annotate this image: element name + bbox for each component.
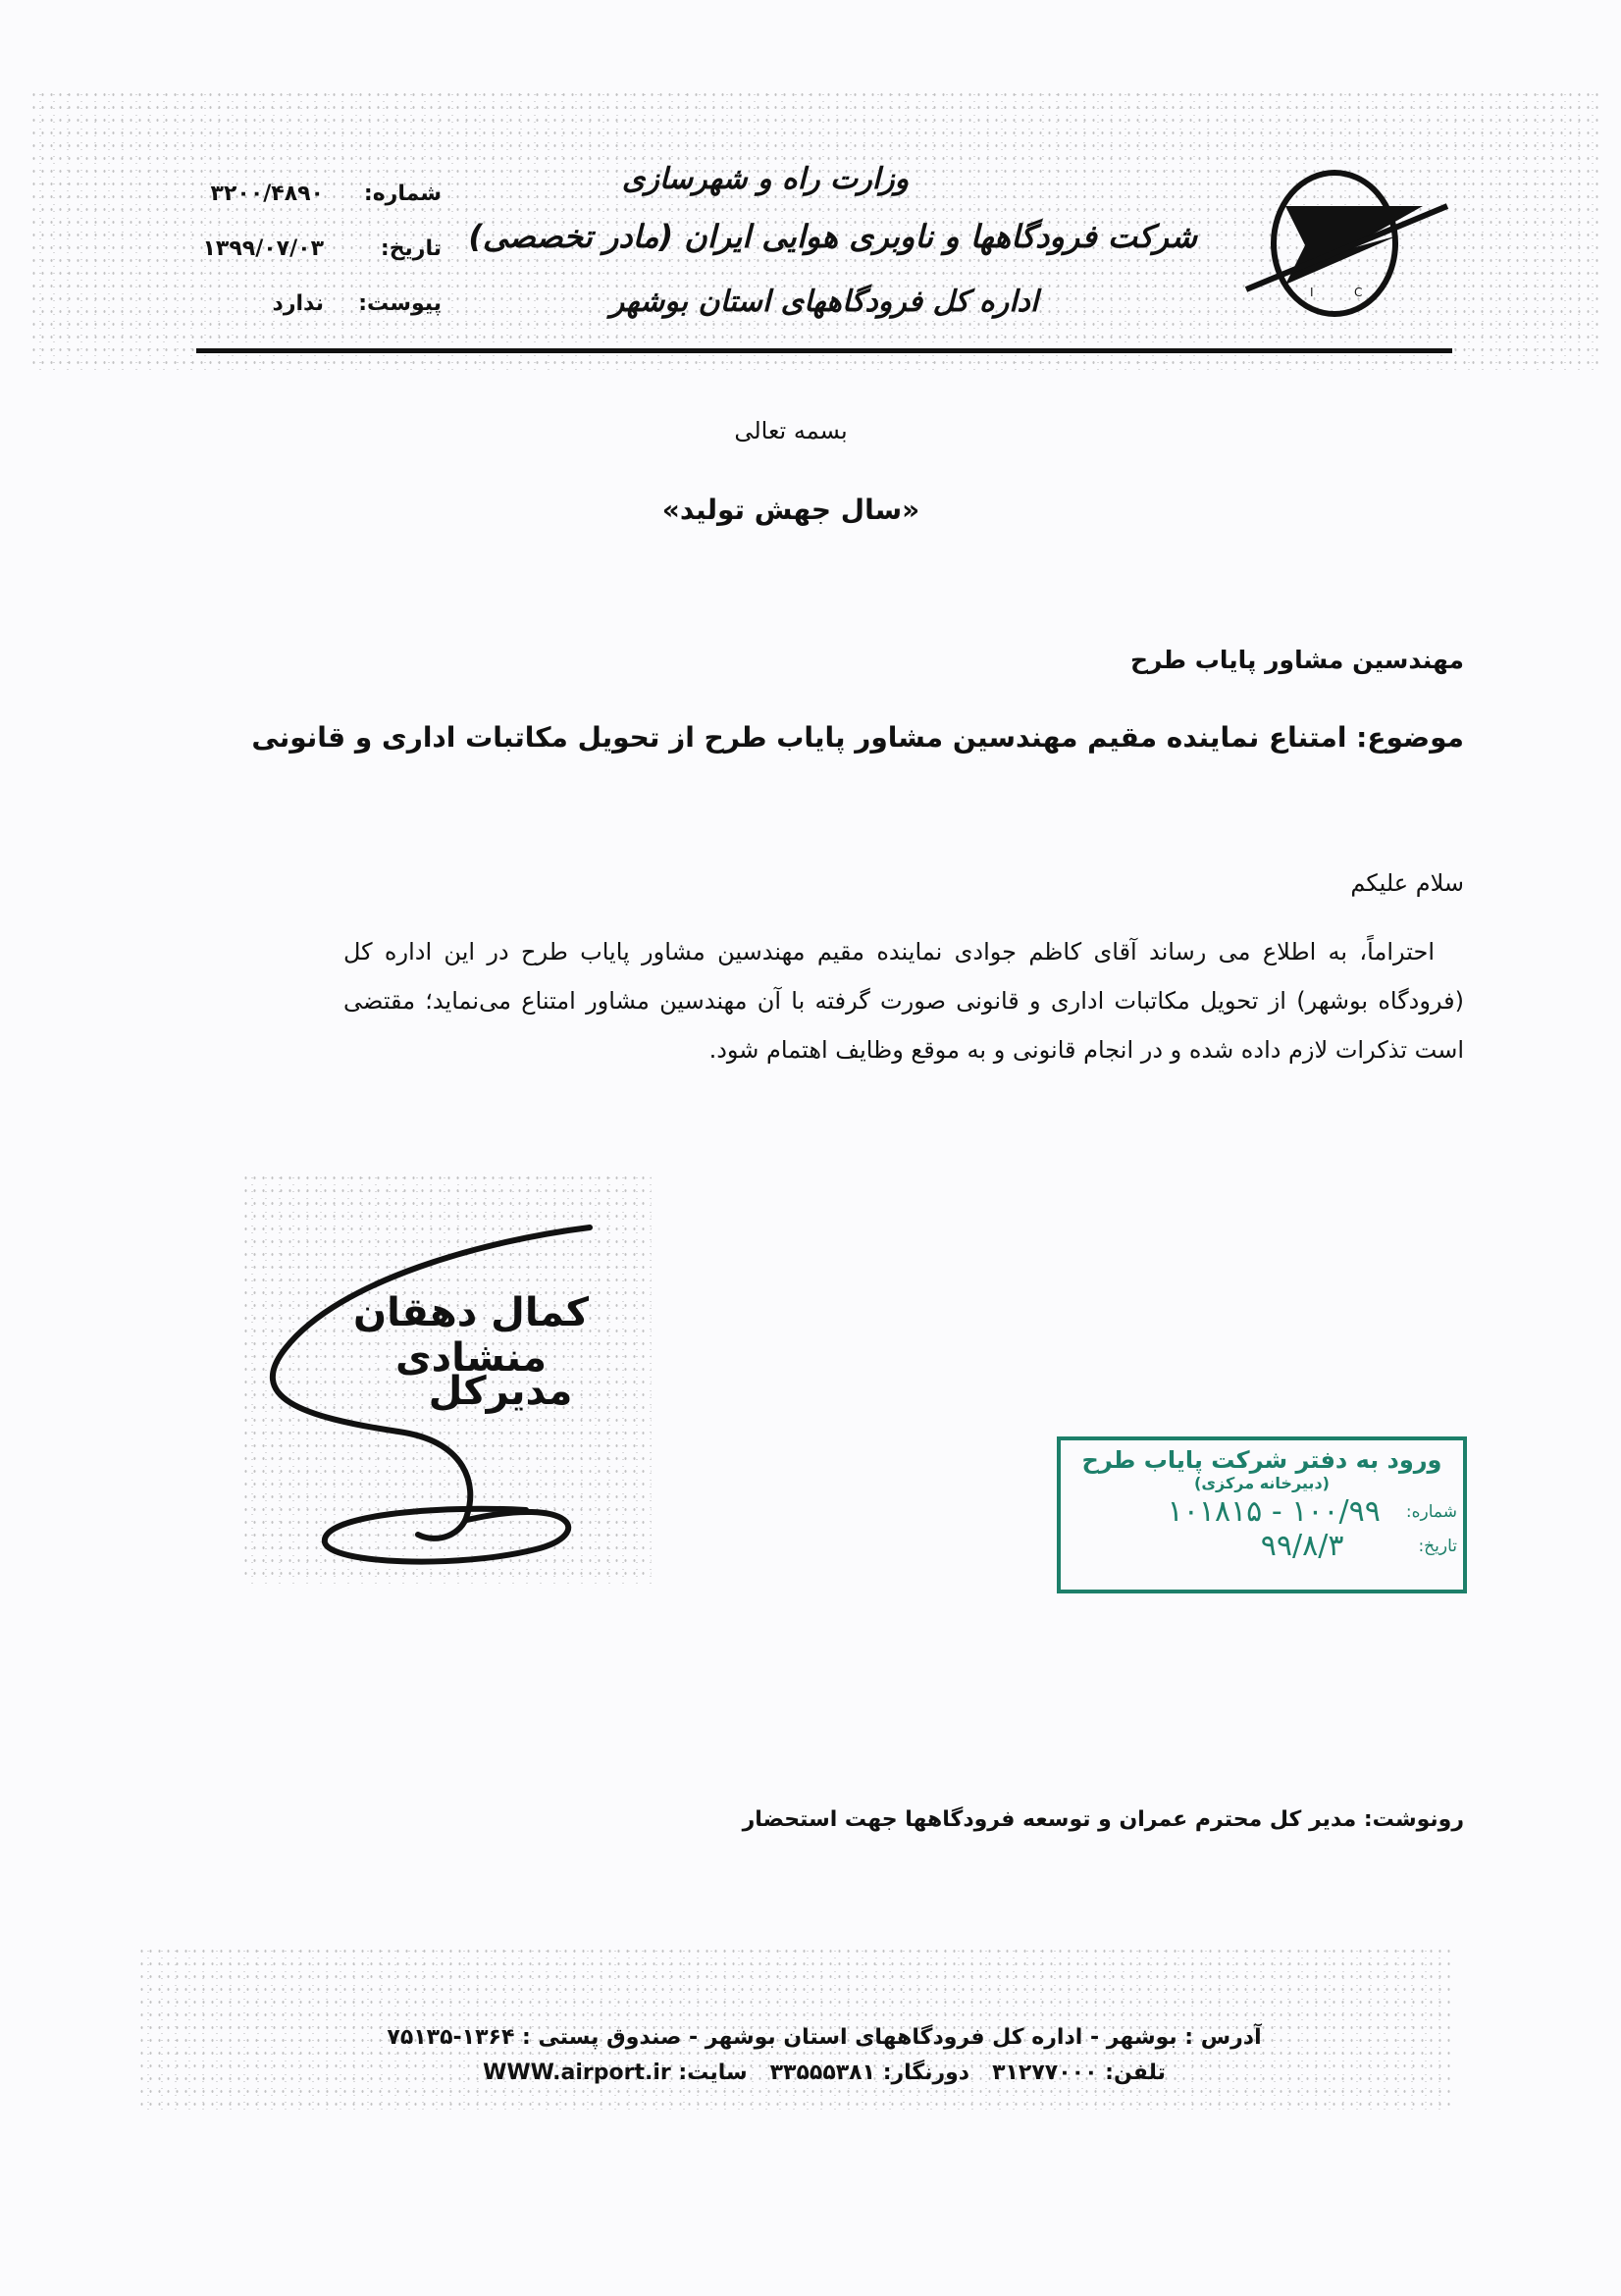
airport-company-logo xyxy=(1227,167,1457,319)
receipt-stamp xyxy=(1057,1436,1467,1593)
stamp-date-value: ۹۹/۸/۳ xyxy=(1260,1529,1344,1563)
signatory-title: مدیرکل xyxy=(428,1369,573,1414)
svg-text:I: I xyxy=(1310,286,1314,299)
recipient: مهندسین مشاور پایاب طرح xyxy=(1129,646,1464,674)
meta-number-label: شماره: xyxy=(363,181,442,206)
stamp-date-label: تاریخ: xyxy=(1418,1536,1457,1556)
svg-text:C: C xyxy=(1354,286,1363,299)
stamp-date-row xyxy=(1061,1529,1463,1563)
greeting: سلام علیکم xyxy=(1350,869,1464,897)
subject: موضوع: امتناع نماینده مقیم مهندسین مشاور پایاب طرح از تحویل مکاتبات اداری و قانونی xyxy=(251,721,1464,754)
meta-number xyxy=(137,169,442,218)
meta-date-label: تاریخ: xyxy=(380,235,442,261)
header-divider xyxy=(196,348,1452,353)
stamp-subtitle: (دبیرخانه مرکزی) xyxy=(1194,1474,1330,1492)
stamp-number-row xyxy=(1061,1494,1463,1529)
letter-body: احتراماً، به اطلاع می رساند آقای کاظم جوادی نماینده مقیم مهندسین مشاور پایاب طرح در این اداره کل (فرودگاه بوشهر) از تحویل مکاتبات اداری و قانونی صورت گرفته با آن مهندسین مشاور امتناع می‌نماید؛ مقتضی است تذکرات لازم داده شده و در انجام قانونی و به موقع وظایف اهتمام شود. xyxy=(343,938,1464,1064)
ministry-name: وزارت راه و شهرسازی xyxy=(621,162,910,196)
meta-attachment-value: ندارد xyxy=(272,290,324,316)
meta-attachment xyxy=(137,279,442,328)
stamp-title: ورود به دفتر شرکت پایاب طرح xyxy=(1081,1446,1442,1474)
meta-attachment-label: پیوست: xyxy=(358,290,442,316)
invocation: بسمه تعالی xyxy=(734,417,848,444)
department-name: اداره کل فرودگاههای استان بوشهر xyxy=(609,285,1039,319)
meta-date-value: ۱۳۹۹/۰۷/۰۳ xyxy=(202,235,324,261)
year-motto: «سال جهش تولید» xyxy=(661,494,920,526)
footer-contact: تلفن: ۳۱۲۷۷۰۰۰ دورنگار: ۳۳۵۵۵۳۸۱ سایت: WWW.airport.ir xyxy=(483,2061,1166,2085)
meta-date xyxy=(137,218,442,279)
carbon-copy: رونوشت: مدیر کل محترم عمران و توسعه فرودگاهها جهت استحضار xyxy=(742,1807,1464,1832)
meta-number-value: ۳۲۰۰/۴۸۹۰ xyxy=(210,181,324,206)
company-name: شرکت فرودگاهها و ناوبری هوایی ایران (مادر تخصصی) xyxy=(468,218,1197,255)
letter-meta xyxy=(137,169,442,328)
signatory-name: کمال دهقان منشادی xyxy=(353,1290,589,1381)
footer-address: آدرس : بوشهر - اداره کل فرودگاههای استان بوشهر - صندوق پستی : ۱۳۶۴-۷۵۱۳۵ xyxy=(387,2025,1262,2050)
stamp-number-label: شماره: xyxy=(1405,1501,1457,1522)
stamp-number-value: ۱۰۰/۹۹ - ۱۰۱۸۱۵ xyxy=(1167,1494,1381,1529)
